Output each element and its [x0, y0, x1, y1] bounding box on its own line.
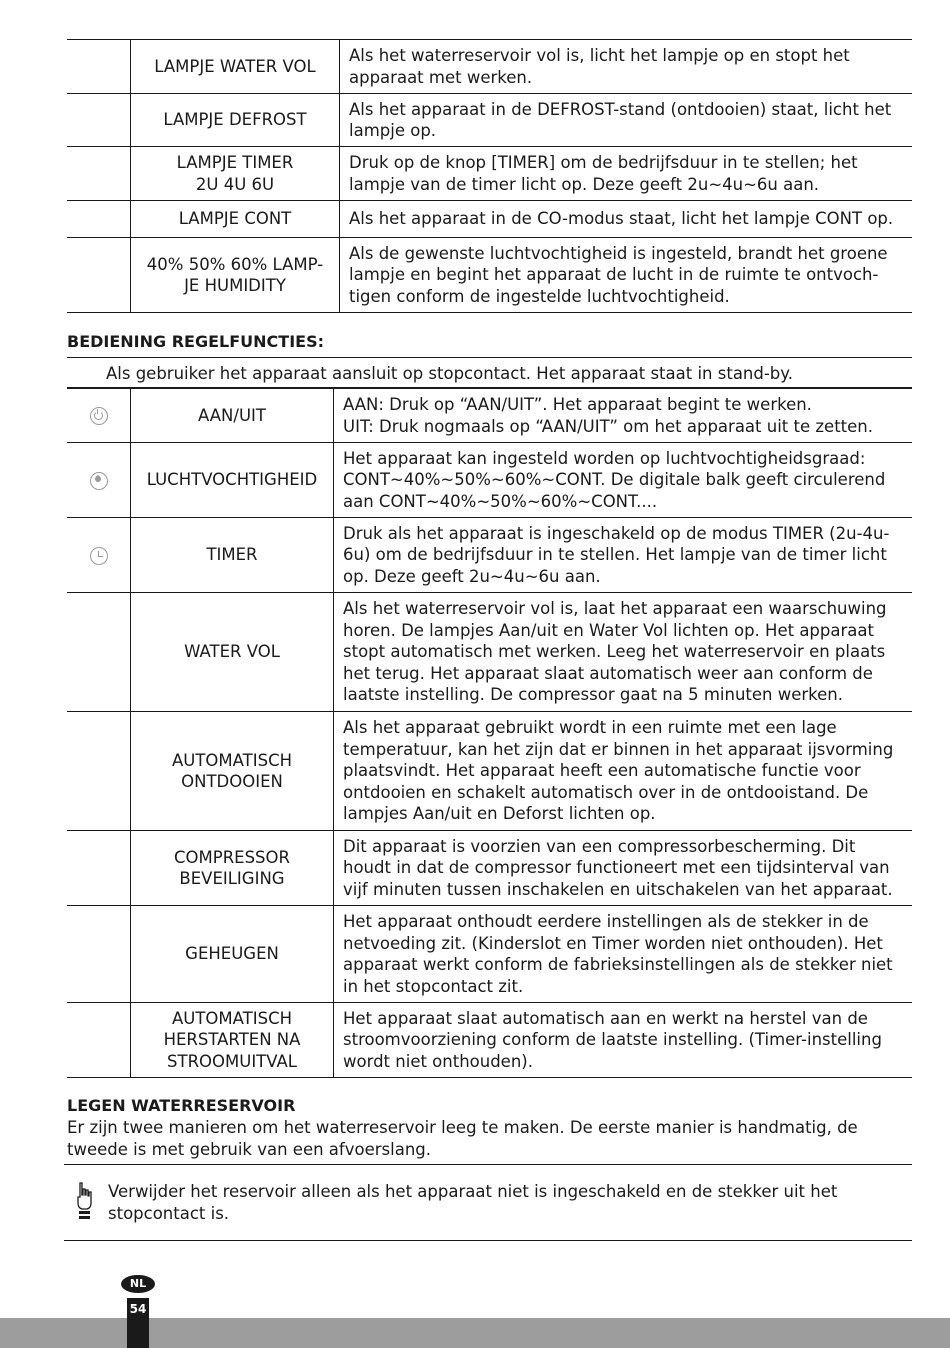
control-row	[67, 712, 912, 831]
indicator-description: Als het apparaat in de DEFROST-stand (ontdooien) staat, licht het lampje op.	[340, 94, 913, 147]
control-icon-cell	[67, 593, 131, 712]
language-badge: NL	[121, 1275, 155, 1293]
indicator-name: 40% 50% 60% LAMP- JE HUMIDITY	[131, 238, 340, 313]
timer-clock-icon	[90, 547, 108, 565]
control-name: LUCHTVOCHTIGHEID	[131, 443, 334, 518]
control-description: Het apparaat slaat automatisch aan en werkt na herstel van de stroomvoorziening conform de laatste instelling. (Timer-instelling wordt niet onthouden).	[334, 1003, 913, 1078]
control-row	[67, 831, 912, 906]
indicator-name: LAMPJE DEFROST	[131, 94, 340, 147]
control-name: AUTOMATISCH ONTDOOIEN	[131, 712, 334, 831]
indicator-row	[67, 94, 912, 147]
indicator-name: LAMPJE WATER VOL	[131, 40, 340, 94]
indicator-icon-cell	[67, 40, 131, 94]
control-description: AAN: Druk op “AAN/UIT”. Het apparaat begint te werken. UIT: Druk nogmaals op “AAN/UIT” om het apparaat uit te zetten.	[334, 389, 913, 443]
indicator-name: LAMPJE CONT	[131, 201, 340, 238]
control-icon-cell	[67, 443, 131, 518]
indicator-icon-cell	[67, 201, 131, 238]
note-text: Verwijder het reservoir alleen als het apparaat niet is ingeschakeld en de stekker uit het stopcontact is.	[108, 1182, 838, 1223]
control-row	[67, 906, 912, 1003]
control-icon-cell	[67, 906, 131, 1003]
control-name: COMPRESSOR BEVEILIGING	[131, 831, 334, 906]
control-description: Als het waterreservoir vol is, laat het apparaat een waarschuwing horen. De lampjes Aan/uit en Water Vol lichten op. Het apparaat stopt automatisch met werken. Leeg het waterreservoir en plaats het terug. Het apparaat slaat automatisch weer aan conform de laatste instelling. De compressor gaat na 5 minuten werken.	[334, 593, 913, 712]
note-box	[64, 1164, 912, 1241]
humidity-drop-icon	[90, 472, 108, 490]
control-name: GEHEUGEN	[131, 906, 334, 1003]
control-name: AUTOMATISCH HERSTARTEN NA STROOMUITVAL	[131, 1003, 334, 1078]
pointing-hand-icon	[74, 1181, 96, 1221]
control-icon-cell	[67, 712, 131, 831]
indicator-row	[67, 201, 912, 238]
control-description: Het apparaat kan ingesteld worden op luchtvochtigheidsgraad: CONT~40%~50%~60%~CONT. De digitale balk geeft circulerend aan CONT~40%~50%~60%~CONT....	[334, 443, 913, 518]
controls-table	[67, 388, 912, 1078]
control-name: WATER VOL	[131, 593, 334, 712]
control-description: Dit apparaat is voorzien van een compressorbescherming. Dit houdt in dat de compressor functioneert met een tijdsinterval van vijf minuten tussen inschakelen en uitschakelen van het apparaat.	[334, 831, 913, 906]
indicator-name: LAMPJE TIMER 2U 4U 6U	[131, 147, 340, 201]
page-number: 54	[127, 1298, 149, 1348]
indicator-description: Druk op de knop [TIMER] om de bedrijfsduur in te stellen; het lampje van de timer licht op. Deze geeft 2u~4u~6u aan.	[340, 147, 913, 201]
drain-heading: LEGEN WATERRESERVOIR	[67, 1096, 296, 1115]
indicator-row	[67, 147, 912, 201]
control-icon-cell	[67, 389, 131, 443]
indicator-icon-cell	[67, 94, 131, 147]
control-row	[67, 1003, 912, 1078]
indicator-description: Als de gewenste luchtvochtigheid is ingesteld, brandt het groene lampje en begint het apparaat de lucht in de ruimte te ontvoch-tigen conform de ingestelde luchtvochtigheid.	[340, 238, 913, 313]
control-description: Als het apparaat gebruikt wordt in een ruimte met een lage temperatuur, kan het zijn dat er binnen in het apparaat ijsvorming plaatsvindt. Het apparaat heeft een automatische functie voor ontdooien en schakelt automatisch over in de ontdooistand. De lampjes Aan/uit en Deforst lichten op.	[334, 712, 913, 831]
control-name: TIMER	[131, 518, 334, 593]
indicator-description: Als het waterreservoir vol is, licht het lampje op en stopt het apparaat met werken.	[340, 40, 913, 94]
control-row	[67, 593, 912, 712]
indicator-row	[67, 40, 912, 94]
control-icon-cell	[67, 1003, 131, 1078]
control-row	[67, 518, 912, 593]
control-row	[67, 443, 912, 518]
controls-intro: Als gebruiker het apparaat aansluit op stopcontact. Het apparaat staat in stand-by.	[67, 357, 912, 388]
indicator-row	[67, 238, 912, 313]
control-icon-cell	[67, 518, 131, 593]
control-description: Het apparaat onthoudt eerdere instellingen als de stekker in de netvoeding zit. (Kinderslot en Timer worden niet onthouden). Het apparaat werkt conform de fabrieksinstellingen als de stekker niet in het stopcontact zit.	[334, 906, 913, 1003]
control-icon-cell	[67, 831, 131, 906]
indicator-description: Als het apparaat in de CO-modus staat, licht het lampje CONT op.	[340, 201, 913, 238]
control-row	[67, 389, 912, 443]
indicator-table	[67, 39, 912, 313]
indicator-icon-cell	[67, 238, 131, 313]
control-name: AAN/UIT	[131, 389, 334, 443]
controls-heading: BEDIENING REGELFUNCTIES:	[67, 332, 325, 351]
drain-text: Er zijn twee manieren om het waterreservoir leeg te maken. De eerste manier is handmatig, de tweede is met gebruik van een afvoerslang.	[67, 1118, 858, 1159]
control-description: Druk als het apparaat is ingeschakeld op de modus TIMER (2u-4u-6u) om de bedrijfsduur in te stellen. Het lampje van de timer licht op. Deze geeft 2u~4u~6u aan.	[334, 518, 913, 593]
power-icon	[90, 407, 108, 425]
indicator-icon-cell	[67, 147, 131, 201]
